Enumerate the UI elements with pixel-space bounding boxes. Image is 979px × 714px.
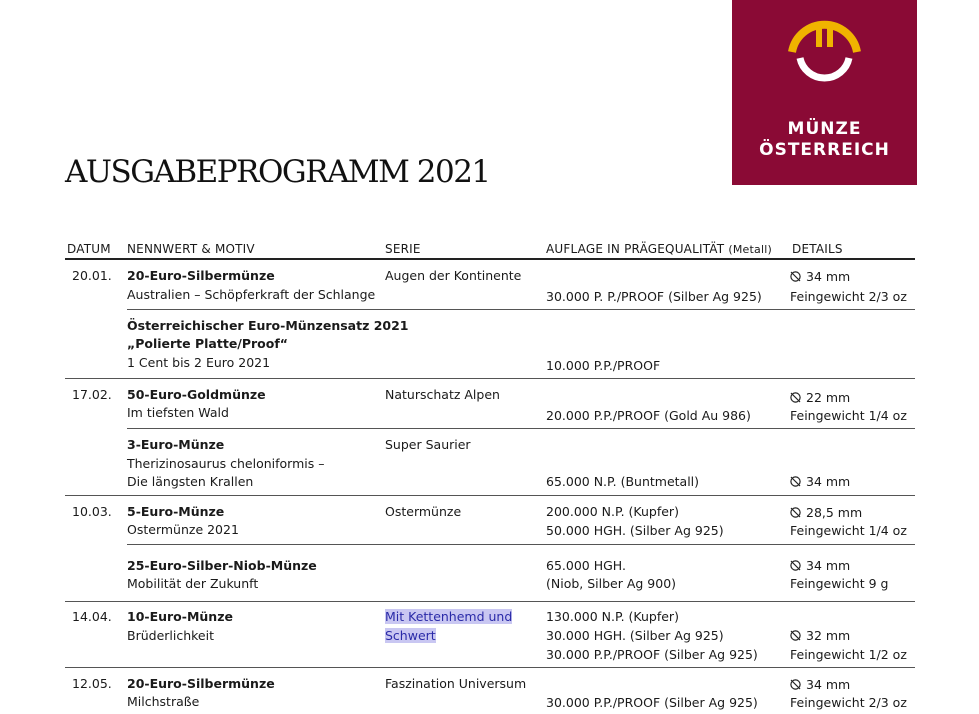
coin-motif: Australien – Schöpferkraft der Schlange [127, 287, 376, 302]
header-auflage: AUFLAGE IN PRÄGEQUALITÄT (Metall) [546, 242, 772, 256]
coin-motif-line2: Die längsten Krallen [127, 474, 254, 489]
coin-mintage: 30.000 P.P./PROOF (Silber Ag 925) [546, 695, 758, 710]
coin-mintage: 65.000 HGH. [546, 558, 626, 573]
diameter-icon [790, 271, 801, 282]
diameter-icon [790, 679, 801, 690]
coin-weight: Feingewicht 1/2 oz [790, 647, 907, 662]
coin-weight: Feingewicht 1/4 oz [790, 523, 907, 538]
row-date: 20.01. [72, 268, 112, 283]
coin-mintage: 30.000 P. P./PROOF (Silber Ag 925) [546, 289, 762, 304]
header-datum: DATUM [67, 242, 111, 256]
coin-weight: Feingewicht 2/3 oz [790, 695, 907, 710]
row-date: 12.05. [72, 676, 112, 691]
row-divider [127, 544, 915, 545]
coin-title: 20-Euro-Silbermünze [127, 268, 275, 283]
date-divider [65, 601, 915, 602]
coin-weight: Feingewicht 9 g [790, 576, 889, 591]
coin-mintage: 65.000 N.P. (Buntmetall) [546, 474, 700, 489]
coin-motif: Brüderlichkeit [127, 628, 214, 643]
row-date: 10.03. [72, 504, 112, 519]
coin-title: Österreichischer Euro-Münzensatz 2021 [127, 318, 409, 333]
coin-motif: Ostermünze 2021 [127, 522, 239, 537]
diameter-icon [790, 630, 801, 641]
header-serie: SERIE [385, 242, 421, 256]
coin-motif: Milchstraße [127, 694, 200, 709]
coin-motif: Therizinosaurus cheloniformis – [127, 456, 325, 471]
row-date: 17.02. [72, 387, 112, 402]
coin-diameter: 34 mm [790, 557, 850, 576]
coin-title: 50-Euro-Goldmünze [127, 387, 266, 402]
coin-series: Naturschatz Alpen [385, 387, 500, 402]
coin-diameter: 34 mm [790, 473, 850, 492]
coin-diameter: 34 mm [790, 268, 850, 287]
coin-series: Super Saurier [385, 437, 471, 452]
coin-series: Ostermünze [385, 504, 462, 519]
coin-diameter: 28,5 mm [790, 504, 862, 523]
coin-mintage: 200.000 N.P. (Kupfer) [546, 504, 679, 519]
coin-weight: Feingewicht 1/4 oz [790, 408, 907, 423]
header-rule [65, 258, 915, 260]
coin-mintage: 130.000 N.P. (Kupfer) [546, 609, 679, 624]
coin-mintage: 20.000 P.P./PROOF (Gold Au 986) [546, 408, 751, 423]
muenze-oesterreich-logo [732, 0, 917, 185]
row-divider [127, 428, 915, 429]
coin-series: Augen der Kontinente [385, 268, 522, 283]
diameter-icon [790, 476, 801, 487]
diameter-icon [790, 392, 801, 403]
coin-mintage-line3: 30.000 P.P./PROOF (Silber Ag 925) [546, 647, 758, 662]
coin-title: 5-Euro-Münze [127, 504, 225, 519]
coin-mintage-line2: (Niob, Silber Ag 900) [546, 576, 677, 591]
coin-series-highlighted[interactable]: Mit Kettenhemd und [385, 609, 513, 624]
coin-diameter: 34 mm [790, 676, 850, 695]
coin-weight: Feingewicht 2/3 oz [790, 289, 907, 304]
header-details: DETAILS [792, 242, 843, 256]
diameter-icon [790, 507, 801, 518]
coin-mintage-line2: 30.000 HGH. (Silber Ag 925) [546, 628, 724, 643]
row-divider [127, 309, 915, 310]
coin-series: Faszination Universum [385, 676, 527, 691]
logo-text-oesterreich: ÖSTERREICH [759, 140, 890, 160]
coin-series-highlighted-line2[interactable]: Schwert [385, 628, 436, 643]
row-date: 14.04. [72, 609, 112, 624]
coin-diameter: 22 mm [790, 389, 850, 408]
date-divider [65, 495, 915, 496]
coin-motif: Im tiefsten Wald [127, 405, 229, 420]
date-divider [65, 667, 915, 668]
coin-diameter: 32 mm [790, 627, 850, 646]
coin-mintage: 10.000 P.P./PROOF [546, 358, 661, 373]
coin-title: 3-Euro-Münze [127, 437, 225, 452]
coin-motif: Mobilität der Zukunft [127, 576, 259, 591]
coin-title-line2: „Polierte Platte/Proof“ [127, 336, 289, 351]
coin-title: 25-Euro-Silber-Niob-Münze [127, 558, 317, 573]
page-title: AUSGABEPROGRAMM 2021 [65, 154, 490, 190]
header-nennwert-motiv: NENNWERT & MOTIV [127, 242, 255, 256]
date-divider [65, 378, 915, 379]
coin-motif: 1 Cent bis 2 Euro 2021 [127, 355, 271, 370]
logo-text-muenze: MÜNZE [787, 119, 862, 139]
diameter-icon [790, 560, 801, 571]
coin-mintage-line2: 50.000 HGH. (Silber Ag 925) [546, 523, 724, 538]
coin-title: 10-Euro-Münze [127, 609, 233, 624]
coin-title: 20-Euro-Silbermünze [127, 676, 275, 691]
